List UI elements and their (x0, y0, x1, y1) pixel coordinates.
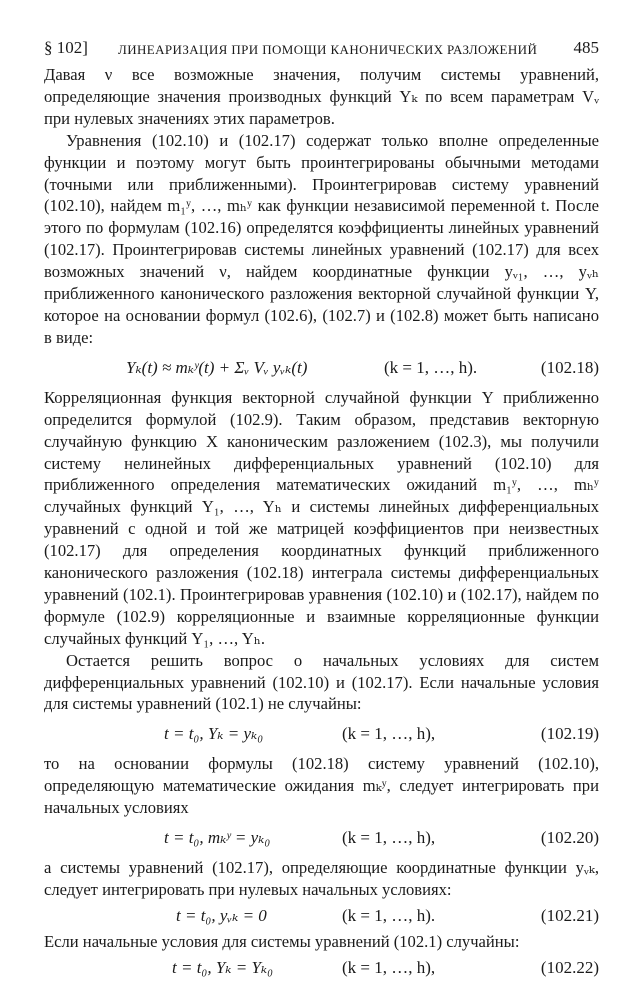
equation-condition: (k = 1, …, h). (384, 357, 478, 377)
equation-condition: (k = 1, …, h), (342, 828, 436, 848)
equation-condition: (k = 1, …, h), (342, 957, 436, 977)
equation-condition: (k = 1, …, h), (342, 724, 436, 744)
page-number: 485 (573, 38, 599, 57)
paragraph-6: а системы уравнений (102.17), определяющие координатные функции yᵥₖ, следует интегрировать при нулевых начальных условиях: (44, 858, 599, 899)
equation-number: (102.21) (540, 905, 599, 925)
equation-number: (102.22) (540, 957, 599, 977)
paragraph-2: Уравнения (102.10) и (102.17) содержат только вполне определенные функции и поэтому могут быть проинтегрированы обычными методами (точными или приближенными). Проинтегрировав систему уравнений (102.10), найдем m₁ʸ, …, mₕʸ как функции независимой переменной t. После этого по формулам (102.16) определятся коэффициенты линейных уравнений (102.17). Проинтегрировав системы линейных уравнений (102.17) для всех возможных значений ν, найдем координатные функции yᵥ₁, …, yᵥₕ приближенного канонического разложения векторной случайной функции Y, которое на основании формул (102.6), (102.7) и (102.8) может быть написано в виде: (44, 130, 599, 347)
header-title: ЛИНЕАРИЗАЦИЯ ПРИ ПОМОЩИ КАНОНИЧЕСКИХ РАЗЛОЖЕНИЙ (118, 42, 538, 57)
equation-number: (102.19) (540, 724, 599, 744)
equation-102-19 (44, 715, 599, 753)
equation-number: (102.20) (540, 828, 599, 848)
equation-formula: t = t₀, mₖʸ = yₖ₀ (164, 828, 271, 848)
equation-formula: t = t₀, Yₖ = Yₖ₀ (172, 957, 274, 977)
equation-formula: Yₖ(t) ≈ mₖʸ(t) + Σᵥ Vᵥ yᵥₖ(t) (126, 357, 308, 377)
running-header (44, 34, 599, 64)
section-number: § 102] (44, 38, 88, 57)
paragraph-4: Остается решить вопрос о начальных условиях для систем дифференциальных уравнений (102.10) и (102.17). Если начальные условия для системы уравнений (102.1) не случайны: (44, 650, 599, 714)
paragraph-7: Если начальные условия для системы уравнений (102.1) случайны: (44, 931, 520, 951)
equation-102-21 (44, 901, 599, 931)
equation-formula: t = t₀, yᵥₖ = 0 (176, 905, 267, 925)
equation-formula: t = t₀, Yₖ = yₖ₀ (164, 724, 264, 744)
paragraph-5: то на основании формулы (102.18) систему уравнений (102.10), определяющую математические ожидания mₖʸ, следует интегрировать при начальных условиях (44, 754, 599, 818)
equation-102-18 (44, 349, 599, 387)
paragraph-3: Корреляционная функция векторной случайной функции Y приближенно определится формулой (102.9). Таким образом, представив векторную случайную функцию X каноническим разложением (102.3), мы получили систему нелинейных дифференциальных уравнений (102.10) для приближенного определения математических ожиданий m₁ʸ, …, mₕʸ случайных функций Y₁, …, Yₕ и системы линейных дифференциальных уравнений с одной и той же матрицей коэффициентов при неизвестных (102.17) для определения координатных функций приближенного канонического разложения (102.18) интеграла системы дифференциальных уравнений (102.1). Проинтегрировав уравнения (102.10) и (102.17), найдем по формуле (102.9) корреляционные и взаимные корреляционные функции случайных функций Y₁, …, Yₕ. (44, 387, 599, 648)
paragraph-1: Давая ν все возможные значения, получим системы уравнений, определяющие значения производных функций Yₖ по всем параметрам Vᵥ при нулевых значениях этих параметров. (44, 65, 599, 128)
equation-condition: (k = 1, …, h). (342, 905, 436, 925)
equation-number: (102.18) (540, 357, 599, 377)
book-page (44, 34, 599, 983)
equation-102-20 (44, 819, 599, 857)
equation-102-22 (44, 953, 599, 983)
